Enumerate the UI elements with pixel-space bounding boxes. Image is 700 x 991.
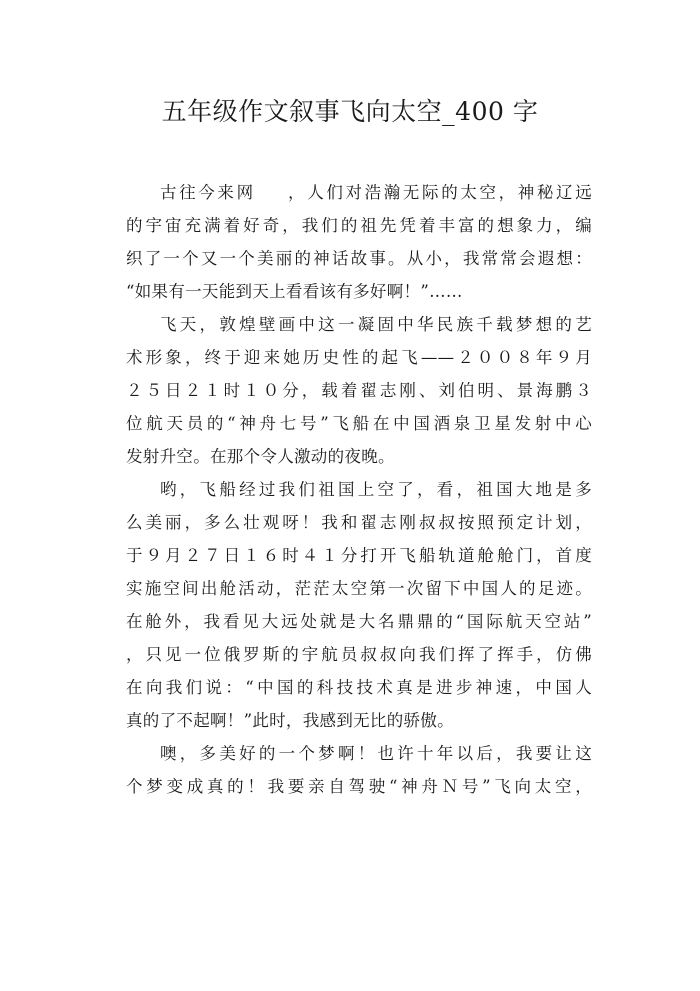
paragraph-2 xyxy=(126,308,592,473)
text-line xyxy=(126,176,592,209)
text-line: 真的了不起啊！”此时，我感到无比的骄傲。 xyxy=(126,711,454,730)
text-line: 在舱外，我看见大远处就是大名鼎鼎的“国际航天空站” xyxy=(126,612,592,631)
text-line-part: ，人们对浩瀚无际的太空，神秘辽远 xyxy=(285,183,592,202)
text-line: 发射升空。在那个令人激动的夜晚。 xyxy=(126,447,395,466)
text-line: 的宇宙充满着好奇，我们的祖先凭着丰富的想象力，编 xyxy=(126,216,592,235)
text-line: 个梦变成真的！我要亲自驾驶“神舟Ｎ号”飞向太空， xyxy=(126,777,592,796)
text-line: 飞天，敦煌壁画中这一凝固中华民族千载梦想的艺 xyxy=(160,315,592,334)
text-line: 在向我们说：“中国的科技技术真是进步神速，中国人 xyxy=(126,678,592,697)
text-line: ，只见一位俄罗斯的宇航员叔叔向我们挥了挥手，仿佛 xyxy=(126,645,592,664)
text-line: 织了一个又一个美丽的神话故事。从小，我常常会遐想： xyxy=(126,249,592,268)
text-line-part: 古往今来网 xyxy=(160,183,256,202)
paragraph-3 xyxy=(126,473,592,737)
paragraph-1 xyxy=(126,176,592,308)
text-line: 实施空间出舱活动，茫茫太空第一次留下中国人的足迹。 xyxy=(126,579,592,598)
text-line: 术形象，终于迎来她历史性的起飞——２００８年９月 xyxy=(126,348,592,367)
text-line: 于９月２７日１６时４１分打开飞船轨道舱舱门，首度 xyxy=(126,546,592,565)
document-body xyxy=(126,176,592,803)
text-line: 么美丽，多么壮观呀！我和翟志刚叔叔按照预定计划， xyxy=(126,513,592,532)
text-line: 噢，多美好的一个梦啊！也许十年以后，我要让这 xyxy=(160,744,592,763)
paragraph-4 xyxy=(126,737,592,803)
text-line: 位航天员的“神舟七号”飞船在中国酒泉卫星发射中心 xyxy=(126,414,592,433)
document-title: 五年级作文叙事飞向太空_400 字 xyxy=(161,97,539,126)
text-line: “如果有一天能到天上看看该有多好啊！”…… xyxy=(126,282,463,301)
text-line: ２５日２１时１０分，载着翟志刚、刘伯明、景海鹏３ xyxy=(126,381,592,400)
text-line: 哟，飞船经过我们祖国上空了，看，祖国大地是多 xyxy=(160,480,592,499)
